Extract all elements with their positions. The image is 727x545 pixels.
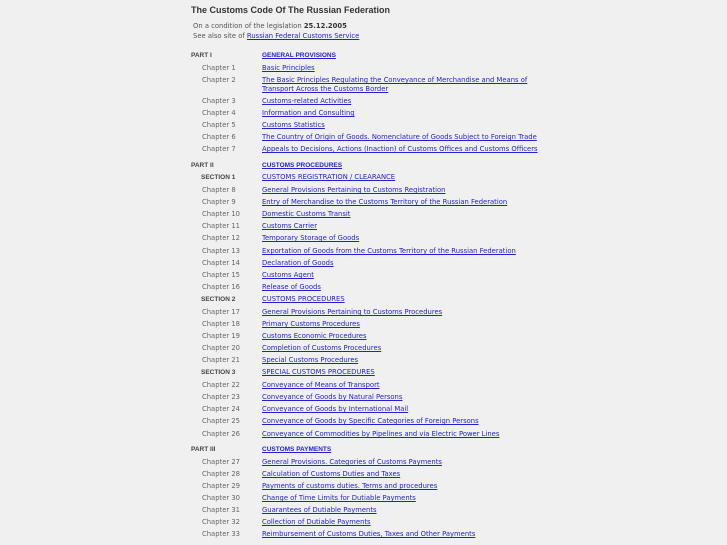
chapter-label: Chapter 4	[202, 109, 236, 117]
chapter-link[interactable]: Conveyance of Goods by International Mail	[262, 405, 409, 413]
chapter-link[interactable]: Change of Time Limits for Dutiable Payments	[262, 494, 416, 502]
section-link[interactable]: SPECIAL CUSTOMS PROCEDURES	[262, 368, 375, 376]
chapter-label: Chapter 13	[202, 247, 240, 255]
chapter-label: Chapter 2	[202, 76, 236, 84]
chapter-label: Chapter 16	[202, 283, 240, 291]
intro	[193, 21, 359, 41]
chapter-label: Chapter 19	[202, 332, 240, 340]
chapter-link[interactable]: Customs Statistics	[262, 121, 325, 129]
section-label: SECTION 3	[201, 369, 236, 376]
customs-service-link[interactable]: Russian Federal Customs Service	[246, 32, 360, 40]
part-label: PART III	[191, 446, 216, 453]
chapter-label: Chapter 12	[202, 234, 240, 242]
chapter-link[interactable]: Customs Agent	[262, 271, 314, 279]
chapter-link[interactable]: Customs-related Activities	[262, 97, 352, 105]
chapter-label: Chapter 1	[202, 64, 236, 72]
chapter-label: Chapter 30	[202, 494, 240, 502]
section-label: SECTION 2	[201, 296, 236, 303]
legislation-date: 25.12.2005	[303, 22, 347, 30]
chapter-link[interactable]: Appeals to Decisions, Actions (Inaction) of Customs Offices and Customs Officers	[262, 145, 538, 153]
chapter-link[interactable]: Conveyance of Commodities by Pipelines and via Electric Power Lines	[262, 430, 500, 438]
chapter-label: Chapter 27	[202, 458, 240, 466]
chapter-link[interactable]: Calculation of Customs Duties and Taxes	[262, 470, 401, 478]
chapter-link[interactable]: Conveyance of Goods by Specific Categories of Foreign Persons	[262, 417, 479, 425]
chapter-link[interactable]: General Provisions Pertaining to Customs Registration	[262, 186, 446, 194]
see-also: See also site of Russian Federal Customs Service	[193, 32, 360, 40]
chapter-link[interactable]: The Basic Principles Regulating the Conveyance of Merchandise and Means of Transport Across the Customs Border	[262, 76, 528, 93]
part-label: PART I	[191, 52, 212, 59]
chapter-link[interactable]: Domestic Customs Transit	[262, 210, 351, 218]
chapter-link[interactable]: Temporary Storage of Goods	[262, 234, 360, 242]
chapter-link[interactable]: Completion of Customs Procedures	[262, 344, 382, 352]
chapter-link[interactable]: Customs Economic Procedures	[262, 332, 367, 340]
part-link[interactable]: GENERAL PROVISIONS	[262, 52, 336, 59]
chapter-link[interactable]: Release of Goods	[262, 283, 321, 291]
section-link[interactable]: CUSTOMS PROCEDURES	[262, 295, 345, 303]
chapter-link[interactable]: General Provisions. Categories of Customs Payments	[262, 458, 442, 466]
chapter-label: Chapter 26	[202, 430, 240, 438]
chapter-label: Chapter 9	[202, 198, 236, 206]
chapter-link[interactable]: Conveyance of Goods by Natural Persons	[262, 393, 403, 401]
chapter-label: Chapter 6	[202, 133, 236, 141]
legislation-condition: On a condition of the legislation 25.12.2005	[193, 22, 347, 30]
chapter-label: Chapter 31	[202, 506, 240, 514]
chapter-link[interactable]: Payments of customs duties. Terms and procedures	[262, 482, 438, 490]
chapter-link[interactable]: Declaration of Goods	[262, 259, 334, 267]
chapter-link[interactable]: Information and Consulting	[262, 109, 355, 117]
chapter-label: Chapter 24	[202, 405, 240, 413]
chapter-link[interactable]: Customs Carrier	[262, 222, 317, 230]
chapter-link[interactable]: Conveyance of Means of Transport	[262, 381, 380, 389]
chapter-link[interactable]: Exportation of Goods from the Customs Territory of the Russian Federation	[262, 247, 516, 255]
chapter-link[interactable]: General Provisions Pertaining to Customs Procedures	[262, 308, 443, 316]
chapter-link[interactable]: The Country of Origin of Goods. Nomenclature of Goods Subject to Foreign Trade	[262, 133, 537, 141]
chapter-link[interactable]: Guarantees of Dutiable Payments	[262, 506, 377, 514]
part-label: PART II	[191, 162, 214, 169]
chapter-link[interactable]: Special Customs Procedures	[262, 356, 359, 364]
section-link[interactable]: CUSTOMS REGISTRATION / CLEARANCE	[262, 173, 396, 181]
chapter-label: Chapter 25	[202, 417, 240, 425]
chapter-label: Chapter 10	[202, 210, 240, 218]
chapter-link[interactable]: Reimbursement of Customs Duties, Taxes and Other Payments	[262, 530, 476, 538]
chapter-label: Chapter 17	[202, 308, 240, 316]
chapter-link[interactable]: Basic Principles	[262, 64, 315, 72]
chapter-label: Chapter 7	[202, 145, 236, 153]
chapter-label: Chapter 3	[202, 97, 236, 105]
chapter-label: Chapter 32	[202, 518, 240, 526]
chapter-label: Chapter 5	[202, 121, 236, 129]
chapter-label: Chapter 18	[202, 320, 240, 328]
part-link[interactable]: CUSTOMS PROCEDURES	[262, 162, 343, 169]
part-link[interactable]: CUSTOMS PAYMENTS	[262, 446, 332, 453]
chapter-label: Chapter 28	[202, 470, 240, 478]
chapter-label: Chapter 15	[202, 271, 240, 279]
chapter-link[interactable]: Primary Customs Procedures	[262, 320, 360, 328]
chapter-link[interactable]: Entry of Merchandise to the Customs Territory of the Russian Federation	[262, 198, 508, 206]
chapter-label: Chapter 20	[202, 344, 240, 352]
section-label: SECTION 1	[201, 174, 236, 181]
page-title: The Customs Code Of The Russian Federation	[191, 5, 391, 15]
chapter-label: Chapter 21	[202, 356, 240, 364]
chapter-label: Chapter 23	[202, 393, 240, 401]
chapter-label: Chapter 11	[202, 222, 240, 230]
chapter-label: Chapter 29	[202, 482, 240, 490]
chapter-label: Chapter 14	[202, 259, 240, 267]
chapter-label: Chapter 8	[202, 186, 236, 194]
chapter-label: Chapter 33	[202, 530, 240, 538]
chapter-link[interactable]: Collection of Dutiable Payments	[262, 518, 371, 526]
chapter-label: Chapter 22	[202, 381, 240, 389]
